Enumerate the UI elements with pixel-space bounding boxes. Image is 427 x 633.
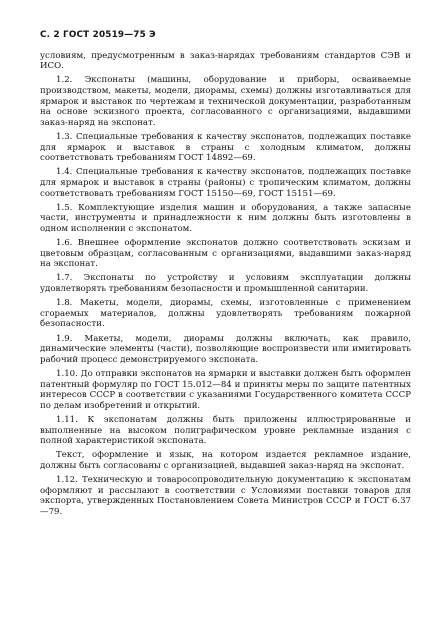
page-header: С. 2 ГОСТ 20519—75 Э bbox=[40, 30, 156, 40]
paragraph-1-12: 1.12. Техническую и товаросопроводительную документацию к экспонатам оформляют и рассылают в соответствии с Условиями поставки товаров для экспорта, утвержденных Постановлением Совета Министров СССР и ГОСТ 6.37—79. bbox=[40, 475, 411, 517]
paragraph-1-5: 1.5. Комплектующие изделия машин и оборудования, а также запасные части, инструменты и принадлежности к ним должны быть изготовлены в одном исполнении с экспонатом. bbox=[40, 202, 411, 234]
paragraph-1-11-text: Текст, оформление и язык, на котором издается рекламное издание, должны быть согласованы с организацией, выдавшей заказ-наряд на экспонат. bbox=[40, 450, 411, 471]
paragraph-1-9: 1.9. Макеты, модели, диорамы должны включать, как правило, динамические элементы (части), позволяющие воспроизвести или имитировать рабочий процесс демонстрируемого экспоната. bbox=[40, 333, 411, 365]
paragraph-1-10: 1.10. До отправки экспонатов на ярмарки и выставки должен быть оформлен патентный формуляр по ГОСТ 15.012—84 и приняты меры по защите патентных интересов СССР в соответствии с указаниями Государственного комитета СССР по делам изобретений и открытий. bbox=[40, 368, 411, 411]
paragraph-1-7: 1.7. Экспонаты по устройству и условиям эксплуатации должны удовлетворять требованиям безопасности и промышленной санитарии. bbox=[40, 273, 411, 295]
paragraph-1-11: 1.11. К экспонатам должны быть приложены иллюстрированные и выполненные на высоком полиграфическом уровне рекламные издания с полной характеристикой экспоната. bbox=[40, 414, 411, 447]
paragraph-1-4: 1.4. Специальные требования к качеству экспонатов, подлежащих поставке для ярмарок и выставок в страны (районы) с тропическим климатом, должны соответствовать требованиям ГОСТ 15150—69, ГОСТ 15151—69. bbox=[40, 167, 411, 199]
paragraph-1-2: 1.2. Экспонаты (машины, оборудование и приборы, осваиваемые производством, макеты, модели, диорамы, схемы) должны изготавливаться для ярмарок и выставок по чертежам и технической документации, разработанным на основе эскизного проекта, согласованного с организациями, выдавшими заказ-наряд на экспонат. bbox=[40, 75, 411, 128]
paragraph-1-6: 1.6. Внешнее оформление экспонатов должно соответствовать эскизам и цветовым образцам, согласованным с организациями, выдавшими заказ-наряд на экспонат. bbox=[40, 238, 411, 270]
paragraph-continuation: условиям, предусмотренным в заказ-нарядах требованиям стандартов СЭВ и ИСО. bbox=[40, 50, 411, 72]
paragraph-1-3: 1.3. Специальные требования к качеству экспонатов, подлежащих поставке для ярмарок и выставок в страны с холодным климатом, должны соответствовать требованиям ГОСТ 14892—69. bbox=[40, 131, 411, 164]
paragraph-1-8: 1.8. Макеты, модели, диорамы, схемы, изготовленные с применением сгораемых материалов, должны удовлетворять требованиям пожарной безопасности. bbox=[40, 298, 411, 330]
